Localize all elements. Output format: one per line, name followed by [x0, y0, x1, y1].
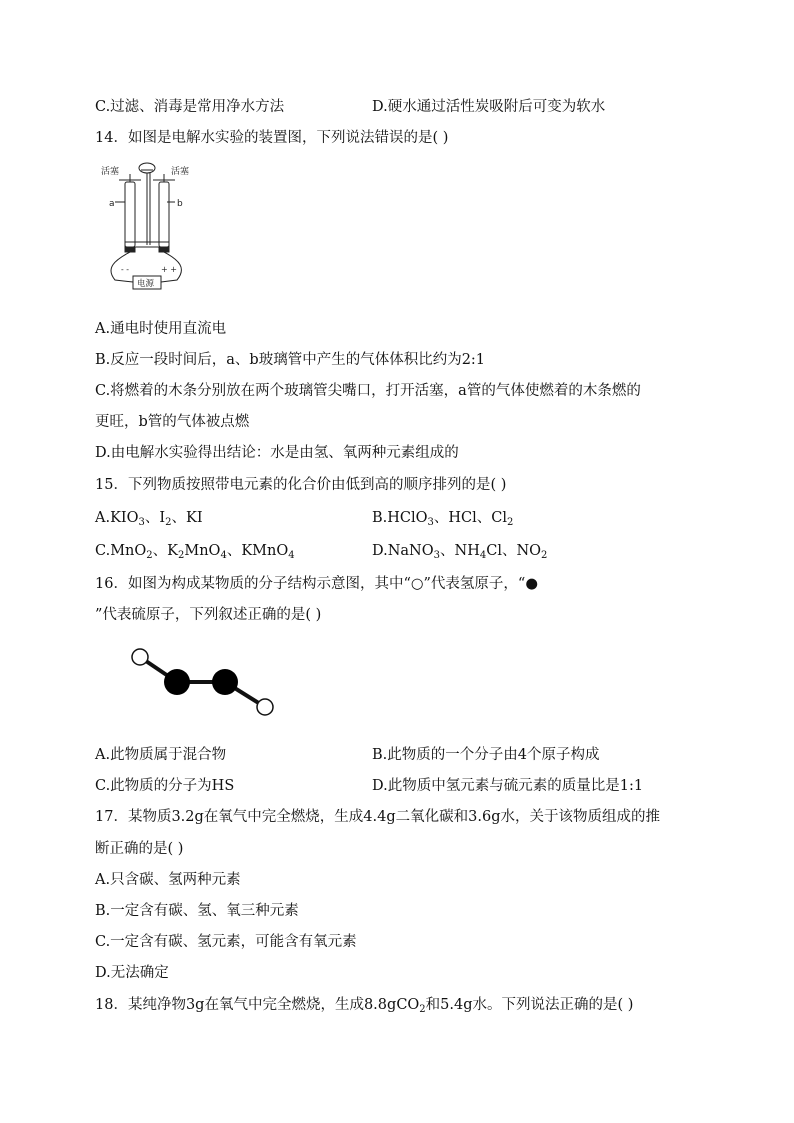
question-16-line2: ”代表硫原子，下列叙述正确的是( ) [95, 607, 322, 623]
hydrogen-atom-left [132, 649, 148, 665]
q17-option-c: C.一定含有碳、氢元素，可能含有氧元素 [95, 934, 357, 950]
svg-text:- -: - - [121, 265, 129, 274]
valve-left-label: 活塞 [101, 167, 120, 177]
q15-option-d: D.NaNO$_3$、$NH_4Cl$、$NO_2$ [372, 543, 548, 561]
electrolysis-apparatus-figure [95, 160, 215, 305]
valve-right-label: 活塞 [171, 167, 190, 177]
question-16-line1: 16．如图为构成某物质的分子结构示意图，其中“○”代表氢原子，“● [95, 576, 538, 592]
q16-option-c: C.此物质的分子为HS [95, 778, 235, 794]
question-17-line1: 17．某物质3.2g在氧气中完全燃烧，生成4.4g二氧化碳和3.6g水，关于该物质组成的推 [95, 809, 660, 825]
tube-a-label: a [109, 199, 115, 209]
q16-option-d: D.此物质中氢元素与硫元素的质量比是1:1 [372, 778, 644, 794]
molecule-structure-figure [125, 640, 285, 725]
power-label: 电源 [137, 279, 155, 289]
q16-option-a: A.此物质属于混合物 [95, 747, 227, 763]
q13-option-d: D.硬水通过活性炭吸附后可变为软水 [372, 99, 606, 115]
q14-option-d: D.由电解水实验得出结论：水是由氢、氧两种元素组成的 [95, 445, 459, 461]
question-17-line2: 断正确的是( ) [95, 841, 184, 857]
sulfur-atom-right [212, 669, 238, 695]
q14-option-c-line2: 更旺，b管的气体被点燃 [95, 414, 250, 430]
sulfur-atom-left [164, 669, 190, 695]
tube-b-label: b [177, 199, 183, 209]
q13-option-c: C.过滤、消毒是常用净水方法 [95, 99, 285, 115]
q17-option-a: A.只含碳、氢两种元素 [95, 872, 241, 888]
q14-option-c-line1: C.将燃着的木条分别放在两个玻璃管尖嘴口，打开活塞，a管的气体使燃着的木条燃的 [95, 383, 641, 399]
svg-text:+ +: + + [161, 265, 177, 274]
q17-option-d: D.无法确定 [95, 965, 169, 981]
q16-option-b: B.此物质的一个分子由4个原子构成 [372, 747, 600, 763]
q15-option-c: C.MnO$_2$、$K_2MnO_4$、KMnO$_4$ [95, 543, 295, 561]
hydrogen-atom-right [257, 699, 273, 715]
question-18: 18．某纯净物3g在氧气中完全燃烧，生成8.8gCO$_2$和5.4g水。下列说法正确的是( ) [95, 997, 634, 1015]
q14-option-b: B.反应一段时间后，a、b玻璃管中产生的气体体积比约为2:1 [95, 352, 486, 368]
question-15: 15．下列物质按照带电元素的化合价由低到高的顺序排列的是( ) [95, 477, 507, 493]
q15-option-b: B.HClO$_3$、HCl、$Cl_2$ [372, 510, 514, 528]
question-14: 14．如图是电解水实验的装置图，下列说法错误的是( ) [95, 130, 449, 146]
q15-option-a: $A.KIO_3$、$I_2$、KI [95, 510, 203, 528]
q17-option-b: B.一定含有碳、氢、氧三种元素 [95, 903, 299, 919]
q14-option-a: A.通电时使用直流电 [95, 321, 227, 337]
